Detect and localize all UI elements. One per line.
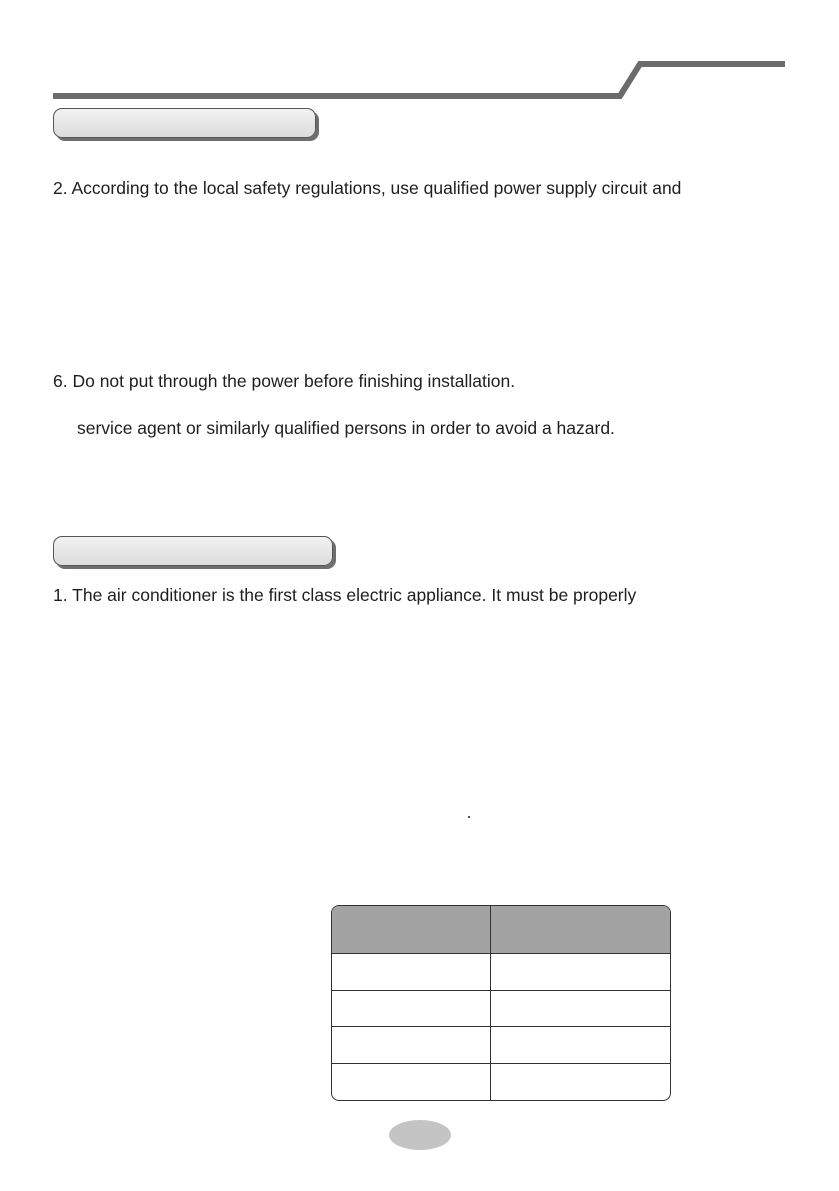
page-number-badge [389, 1120, 451, 1150]
table-cell [491, 1064, 670, 1101]
paragraph-item-6: 6. Do not put through the power before finishing installation. [53, 371, 516, 391]
section-tab-electrical-safety [53, 108, 316, 138]
specification-table [331, 905, 671, 1101]
table-cell [332, 1027, 491, 1064]
table-cell [491, 1027, 670, 1064]
paragraph-item-2: 2. According to the local safety regulations, use qualified power supply circuit and [53, 178, 682, 198]
table-header-cell-2 [491, 906, 670, 954]
table-cell [491, 991, 670, 1028]
paragraph-service-agent: service agent or similarly qualified persons in order to avoid a hazard. [77, 418, 615, 438]
table-header-cell-1 [332, 906, 491, 954]
table-cell [332, 954, 491, 991]
section-tab-grounding-requirement [53, 536, 333, 566]
table-cell [332, 991, 491, 1028]
stray-mark [468, 816, 470, 818]
table-cell [491, 954, 670, 991]
paragraph-grounding-item-1: 1. The air conditioner is the first class electric appliance. It must be properly [53, 585, 637, 605]
table-cell [332, 1064, 491, 1101]
header-rule [0, 0, 839, 110]
